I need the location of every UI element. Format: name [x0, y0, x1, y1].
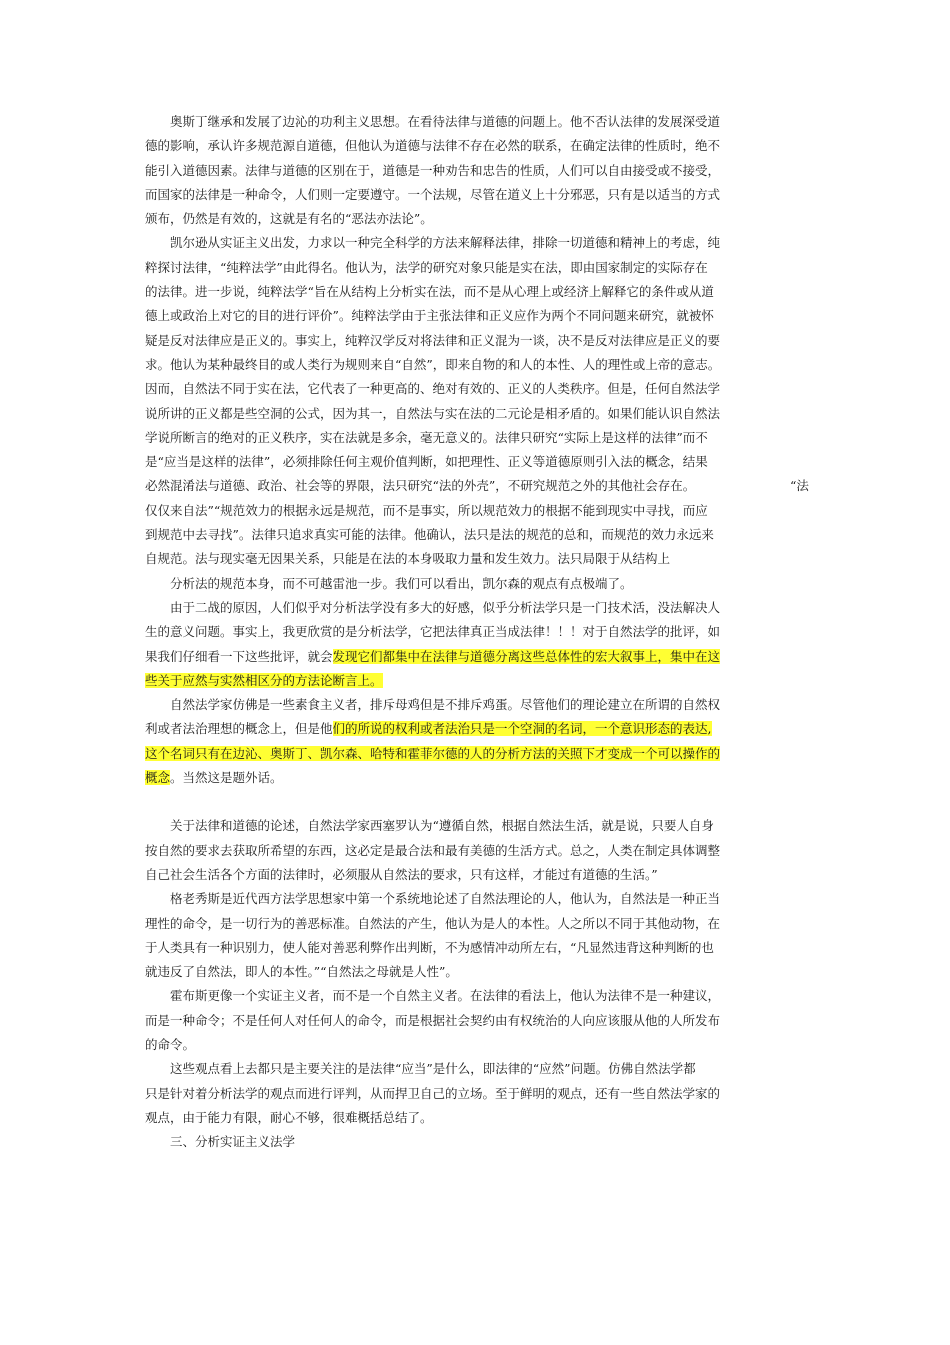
text-line: 而国家的法律是一种命令，人们则一定要遵守。一个法规，尽管在道义上十分邪恶，只有是以适当的方式 — [145, 186, 721, 202]
text-line: 自己社会生活各个方面的法律时，必须服从自然法的要求，只有这样，才能过有道德的生活。” — [145, 866, 658, 882]
text-line: 霍布斯更像一个实证主义者，而不是一个自然主义者。在法律的看法上，他认为法律不是一种建议， — [170, 988, 721, 1004]
text-line: 而是一种命令；不是任何人对任何人的命令，而是根据社会契约由有权统治的人向应该服从他的人所发布 — [145, 1012, 721, 1028]
text-line: 自规范。法与现实毫无因果关系，只能是在法的本身吸取力量和发生效力。法只局限于从结构上 — [145, 551, 671, 567]
text-line: 学说所断言的绝对的正义秩序，实在法就是多余，毫无意义的。法律只研究“实际上是这样的法律”而不 — [145, 429, 708, 445]
paragraph-gap — [145, 790, 805, 814]
text-line — [145, 669, 805, 693]
text-line: 求。他认为某种最终目的或人类行为规则来自“自然”，即来自物的和人的本性、人的理性或上帝的意志。 — [145, 356, 721, 372]
text-line: 理性的命令，是一切行为的善恶标准。自然法的产生，他认为是人的本性。人之所以不同于其他动物，在 — [145, 915, 721, 931]
text-line: 这些观点看上去都只是主要关注的是法律“应当”是什么，即法律的“应然”问题。仿佛自然法学都 — [170, 1061, 696, 1077]
text-line: 按自然的要求去获取所希望的东西，这必定是最合法和最有美德的生活方式。总之，人类在制定具体调整 — [145, 842, 721, 858]
text-line: 颁布，仍然是有效的，这就是有名的“恶法亦法论”。 — [145, 211, 433, 227]
text-line: 能引入道德因素。法律与道德的区别在于，道德是一种劝告和忠告的性质，人们可以自由接受或不接受， — [145, 162, 721, 178]
text-line: 是“应当是这样的法律”，必须排除任何主观价值判断，如把理性、正义等道德原则引入法的概念，结果 — [145, 454, 708, 470]
paragraph-kelsen — [145, 231, 809, 571]
text-line — [145, 766, 805, 790]
text-line: 因而，自然法不同于实在法，它代表了一种更高的、绝对有效的、正义的人类秩序。但是，任何自然法学 — [145, 381, 721, 397]
text-line — [145, 717, 805, 741]
text-line: 仅仅来自法”“规范效力的根据永远是规范，而不是事实，所以规范效力的根据不能到现实中寻找，而应 — [145, 502, 708, 518]
highlighted-text: 们的所说的权利或者法治只是一个空洞的名词，一个意识形态的表达, — [332, 721, 712, 737]
text-line — [145, 474, 809, 498]
text-line — [145, 742, 805, 766]
text-segment: 果我们仔细看一下这些批评，就会 — [145, 648, 333, 664]
paragraph-kelsen-conclusion: 分析法的规范本身，而不可越雷池一步。我们可以看出，凯尔森的观点有点极端了。 — [170, 575, 633, 591]
text-line: 只是针对着分析法学的观点而进行评判，从而捍卫自己的立场。至于鲜明的观点，还有一些自然法学家的 — [145, 1085, 721, 1101]
paragraph-hobbes — [145, 984, 805, 1057]
text-line: 关于法律和道德的论述，自然法学家西塞罗认为“遵循自然，根据自然法生活，就是说，只要人自身 — [170, 818, 714, 834]
text-line: 凯尔逊从实证主义出发，力求以一种完全科学的方法来解释法律，排除一切道德和精神上的考虑，纯 — [170, 235, 721, 251]
highlighted-text: 这个名词只有在边沁、奥斯丁、凯尔森、哈特和霍菲尔德的人的分析方法的关照下才变成一个可以操作的 — [145, 745, 721, 761]
text-line: 由于二战的原因，人们似乎对分析法学没有多大的好感，似乎分析法学只是一门技术活，没法解决人 — [170, 599, 721, 615]
text-line — [145, 645, 805, 669]
text-segment: 必然混淆法与道德、政治、社会等的界限，法只研究“法的外壳”，不研究规范之外的其他社会存在。 — [145, 478, 696, 494]
text-line: 的法律。进一步说，纯粹法学“旨在从结构上分析实在法，而不是从心理上或经济上解释它的条件或从道 — [145, 284, 714, 300]
text-line: 的命令。 — [145, 1036, 196, 1052]
text-line: 奥斯丁继承和发展了边沁的功利主义思想。在看待法律与道德的问题上。他不否认法律的发展深受道 — [170, 114, 721, 129]
floating-quote: “法 — [790, 478, 809, 494]
text-line: 说所讲的正义都是些空洞的公式，因为其一，自然法与实在法的二元论是相矛盾的。如果们能认识自然法 — [145, 405, 721, 421]
text-segment: 利或者法治理想的概念上，但是他 — [145, 721, 333, 737]
text-line: 疑是反对法律应是正义的。事实上，纯粹汉学反对将法律和正义混为一谈，决不是反对法律应是正义的要 — [145, 332, 721, 348]
highlighted-text: 概念 — [145, 770, 171, 786]
section-heading: 三、分析实证主义法学 — [170, 1134, 296, 1150]
text-line: 到规范中去寻找”。法律只追求真实可能的法律。他确认，法只是法的规范的总和，而规范的效力永远来 — [145, 527, 714, 543]
text-segment: 。当然这是题外话。 — [170, 770, 283, 786]
highlighted-text: 发现它们都集中在法律与道德分离这些总体性的宏大叙事上，集中在这 — [332, 648, 721, 664]
paragraph-austin — [145, 110, 805, 231]
highlighted-text: 些关于应然与实然相区分的方法论断言上。 — [145, 672, 383, 688]
text-line: 于人类具有一种识别力，使人能对善恶利弊作出判断，不为感情冲动所左右，“凡显然违背这种判断的也 — [145, 939, 714, 955]
paragraph-summary — [145, 1057, 805, 1130]
paragraph-vegetarian — [145, 693, 805, 790]
text-line: 德的影响，承认许多规范源自道德，但他认为道德与法律不存在必然的联系，在确定法律的性质时，绝不 — [145, 138, 721, 154]
paragraph-postwar — [145, 596, 805, 693]
text-line: 观点，由于能力有限，耐心不够，很难概括总结了。 — [145, 1109, 433, 1125]
paragraph-grotius — [145, 887, 805, 984]
text-line: 生的意义问题。事实上，我更欣赏的是分析法学，它把法律真正当成法律！！！对于自然法学的批评，如 — [145, 624, 721, 640]
text-line: 格老秀斯是近代西方法学思想家中第一个系统地论述了自然法理论的人，他认为，自然法是一种正当 — [170, 891, 721, 907]
text-line: 德上或政治上对它的目的进行评价”。纯粹法学由于主张法律和正义应作为两个不同问题来研究，就被怀 — [145, 308, 714, 324]
paragraph-cicero — [145, 814, 805, 887]
document-page — [145, 110, 809, 1154]
text-line: 自然法学家仿佛是一些素食主义者，排斥母鸡但是不排斥鸡蛋。尽管他们的理论建立在所谓的自然权 — [170, 697, 721, 713]
text-line: 就违反了自然法，即人的本性。”“自然法之母就是人性”。 — [145, 964, 458, 980]
text-line: 粹探讨法律，“纯粹法学”由此得名。他认为，法学的研究对象只能是实在法，即由国家制定的实际存在 — [145, 259, 708, 275]
